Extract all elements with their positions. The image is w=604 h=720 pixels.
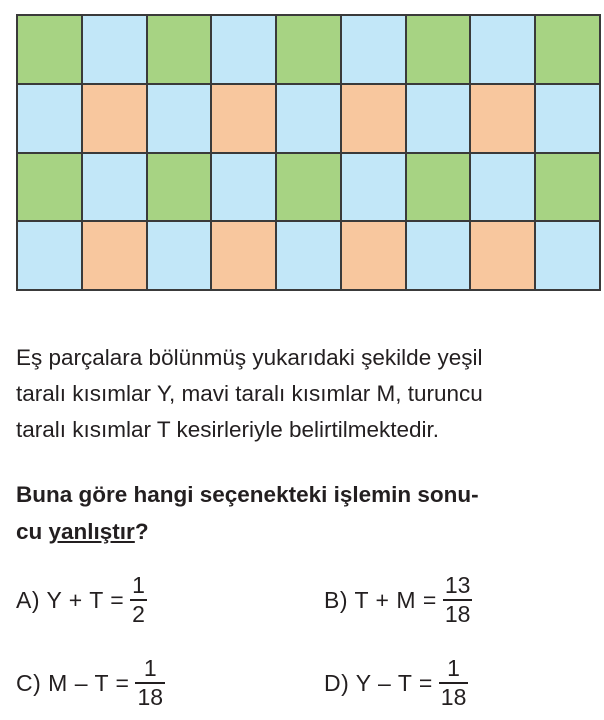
grid-cell-blue bbox=[536, 85, 601, 154]
grid-cell-orange bbox=[471, 222, 536, 291]
option-b-expression: B) T + M = bbox=[324, 586, 437, 613]
grid-cell-green bbox=[148, 154, 213, 223]
color-grid bbox=[16, 14, 601, 291]
option-b-fraction bbox=[443, 572, 473, 628]
grid-cell-blue bbox=[471, 154, 536, 223]
option-c-expression: C) M – T = bbox=[16, 669, 130, 696]
question-line-1: Buna göre hangi seçenekteki işlemin sonu- bbox=[16, 482, 479, 507]
grid-cell-blue bbox=[277, 85, 342, 154]
grid-cell-orange bbox=[212, 222, 277, 291]
grid-cell-blue bbox=[407, 222, 472, 291]
option-d-denominator: 18 bbox=[440, 684, 467, 710]
grid-cell-green bbox=[536, 16, 601, 85]
option-a[interactable] bbox=[16, 572, 147, 628]
option-b-denominator: 18 bbox=[444, 601, 471, 627]
question-line-2-prefix: cu bbox=[16, 519, 49, 544]
stem-line-1: Eş parçalara bölünmüş yukarıdaki şekilde yeşil bbox=[16, 345, 483, 370]
grid-cell-blue bbox=[83, 154, 148, 223]
option-d-expression: D) Y – T = bbox=[324, 669, 433, 696]
grid-cell-blue bbox=[342, 16, 407, 85]
question-stem bbox=[16, 340, 596, 448]
grid-cell-green bbox=[18, 16, 83, 85]
option-b[interactable] bbox=[324, 572, 472, 628]
option-b-numerator: 13 bbox=[444, 572, 471, 598]
grid-cell-blue bbox=[471, 16, 536, 85]
grid-cell-orange bbox=[83, 222, 148, 291]
option-a-fraction bbox=[130, 572, 147, 628]
option-d-fraction bbox=[439, 655, 469, 711]
grid-cell-blue bbox=[277, 222, 342, 291]
grid-cell-blue bbox=[18, 85, 83, 154]
option-c-numerator: 1 bbox=[143, 655, 157, 681]
grid-cell-green bbox=[277, 16, 342, 85]
option-c[interactable] bbox=[16, 655, 165, 711]
grid-cell-green bbox=[536, 154, 601, 223]
option-a-numerator: 1 bbox=[132, 572, 145, 598]
grid-cell-green bbox=[148, 16, 213, 85]
grid-cell-blue bbox=[212, 154, 277, 223]
grid-cell-blue bbox=[83, 16, 148, 85]
option-d-numerator: 1 bbox=[447, 655, 460, 681]
grid-cell-green bbox=[18, 154, 83, 223]
grid-cell-blue bbox=[148, 85, 213, 154]
stem-line-3: taralı kısımlar T kesirleriyle belirtilmektedir. bbox=[16, 417, 440, 442]
option-a-expression: A) Y + T = bbox=[16, 586, 125, 613]
question-emphasis: yanlıştır bbox=[48, 519, 135, 544]
stem-line-2: taralı kısımlar Y, mavi taralı kısımlar M, turuncu bbox=[16, 381, 483, 406]
option-c-denominator: 18 bbox=[137, 684, 164, 710]
option-a-denominator: 2 bbox=[132, 601, 145, 627]
grid-cell-orange bbox=[212, 85, 277, 154]
grid-cell-green bbox=[407, 154, 472, 223]
grid-cell-orange bbox=[471, 85, 536, 154]
option-c-fraction bbox=[135, 655, 165, 711]
grid-cell-green bbox=[407, 16, 472, 85]
grid-cell-blue bbox=[407, 85, 472, 154]
grid-cell-blue bbox=[18, 222, 83, 291]
grid-cell-blue bbox=[148, 222, 213, 291]
grid-cell-green bbox=[277, 154, 342, 223]
grid-cell-blue bbox=[342, 154, 407, 223]
question-mark: ? bbox=[134, 519, 149, 544]
grid-cell-blue bbox=[536, 222, 601, 291]
question-line-2 bbox=[16, 513, 596, 550]
question-prompt bbox=[16, 476, 596, 550]
option-d[interactable] bbox=[324, 655, 468, 711]
grid-cell-blue bbox=[212, 16, 277, 85]
grid-cell-orange bbox=[342, 222, 407, 291]
grid-cell-orange bbox=[342, 85, 407, 154]
grid-cell-orange bbox=[83, 85, 148, 154]
